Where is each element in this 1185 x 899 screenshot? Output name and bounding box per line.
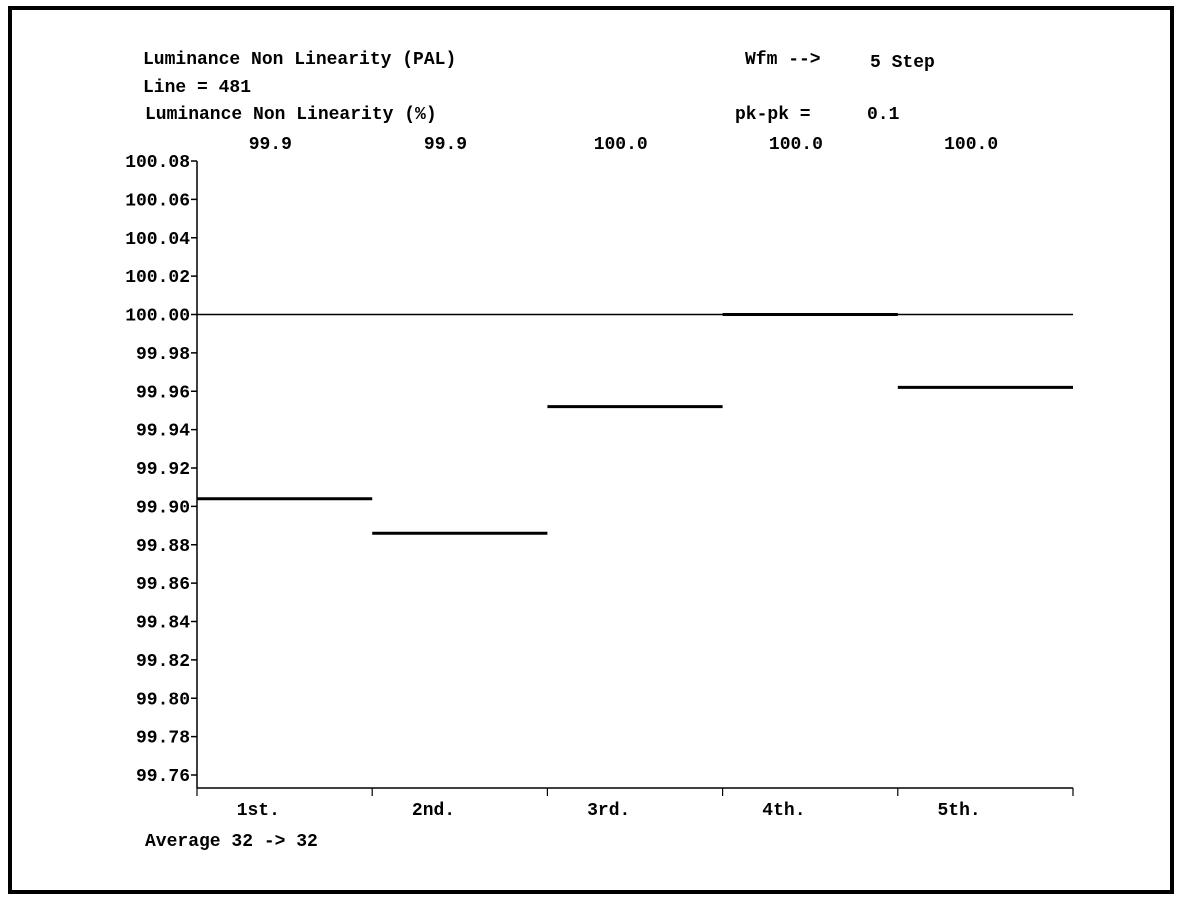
y-tick-label: 99.78 [135, 728, 190, 749]
value-label: 99.9 [423, 135, 468, 155]
y-tick-label: 100.06 [125, 191, 190, 212]
y-tick-label: 99.80 [135, 690, 190, 711]
value-label: 100.0 [768, 135, 823, 155]
x-tick-label: 1st. [236, 801, 280, 821]
y-tick-label: 99.94 [135, 421, 190, 442]
y-tick-label: 100.02 [125, 268, 190, 289]
y-tick-label: 99.96 [135, 383, 190, 404]
waveform-value: 5 Step [870, 53, 935, 73]
y-tick-label: 100.00 [125, 306, 190, 327]
measurement-label: Luminance Non Linearity (%) [145, 105, 437, 125]
y-tick-label: 99.82 [135, 651, 190, 672]
y-tick-label: 99.98 [135, 344, 190, 365]
y-tick-label: 99.90 [135, 498, 190, 519]
y-tick-label: 99.88 [135, 536, 190, 557]
waveform-label: Wfm --> [745, 50, 821, 70]
x-tick-label: 3rd. [587, 801, 631, 821]
chart-title: Luminance Non Linearity (PAL) [143, 50, 457, 70]
y-tick-label: 100.04 [125, 229, 190, 250]
value-label: 99.9 [248, 135, 292, 155]
x-tick-label: 4th. [762, 801, 806, 821]
x-tick-label: 5th. [937, 801, 981, 821]
y-tick-label: 99.92 [135, 460, 190, 480]
y-tick-label: 99.76 [135, 767, 190, 787]
value-label: 100.0 [593, 135, 648, 155]
pk-pk-value: 0.1 [867, 105, 900, 125]
y-tick-label: 99.86 [135, 575, 190, 596]
x-tick-label: 2nd. [411, 801, 456, 821]
average-readout: Average 32 -> 32 [145, 832, 318, 852]
value-label: 100.0 [944, 135, 999, 155]
line-number: Line = 481 [143, 78, 252, 98]
y-tick-label: 100.08 [125, 153, 190, 173]
pk-pk-label: pk-pk = [735, 105, 811, 125]
y-tick-label: 99.84 [135, 613, 190, 634]
